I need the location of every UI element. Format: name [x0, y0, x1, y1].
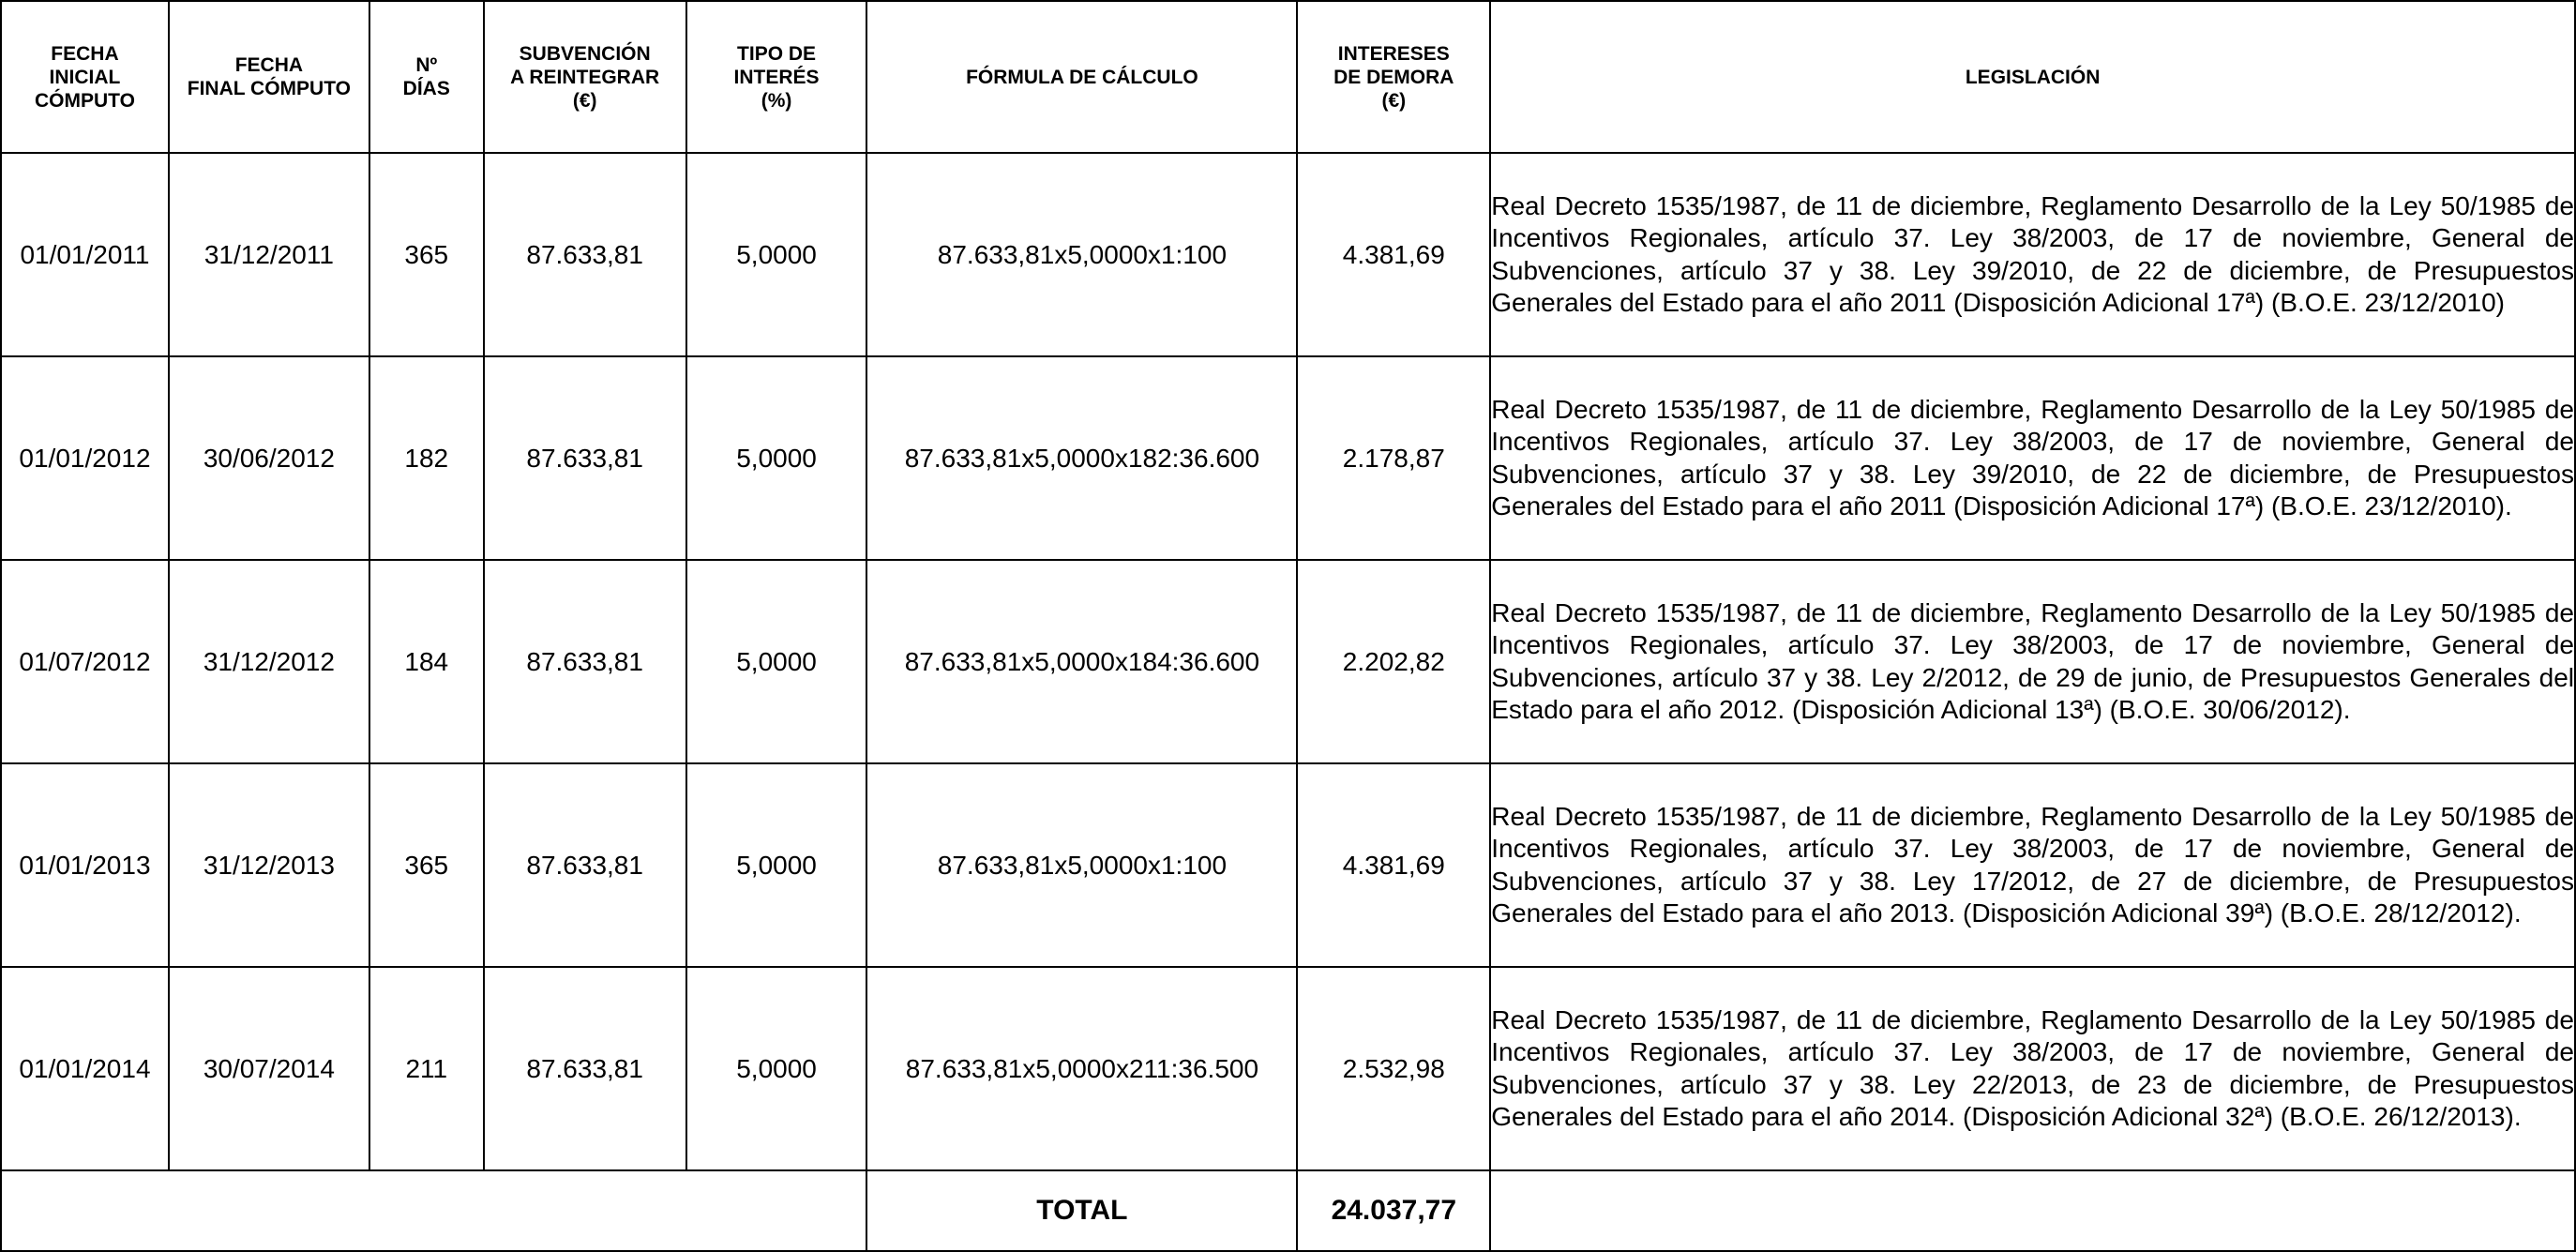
cell-formula: 87.633,81x5,0000x1:100	[866, 153, 1297, 356]
cell-fecha-final: 31/12/2012	[169, 560, 369, 763]
header-row	[1, 1, 2575, 153]
cell-dias: 365	[369, 153, 484, 356]
cell-tipo-interes: 5,0000	[686, 153, 867, 356]
cell-fecha-inicial: 01/07/2012	[1, 560, 169, 763]
cell-fecha-inicial: 01/01/2014	[1, 967, 169, 1170]
cell-formula: 87.633,81x5,0000x211:36.500	[866, 967, 1297, 1170]
cell-fecha-final: 31/12/2011	[169, 153, 369, 356]
cell-formula: 87.633,81x5,0000x1:100	[866, 763, 1297, 967]
total-value: 24.037,77	[1297, 1170, 1490, 1251]
table-row	[1, 763, 2575, 967]
cell-fecha-final: 31/12/2013	[169, 763, 369, 967]
header-fecha-final: FECHA FINAL CÓMPUTO	[169, 1, 369, 153]
cell-legislacion: Real Decreto 1535/1987, de 11 de diciembre, Reglamento Desarrollo de la Ley 50/1985 de Incentivos Regionales, artículo 37. Ley 38/2003, de 17 de noviembre, General de Subvenciones, artículo 37 y 38. Ley 22/2013, de 23 de diciembre, de Presupuestos Generales del Estado para el año 2014. (Disposición Adicional 32ª) (B.O.E. 26/12/2013).	[1490, 967, 2575, 1170]
cell-intereses: 2.202,82	[1297, 560, 1490, 763]
cell-subvencion: 87.633,81	[484, 356, 686, 560]
cell-subvencion: 87.633,81	[484, 763, 686, 967]
header-formula: FÓRMULA DE CÁLCULO	[866, 1, 1297, 153]
cell-subvencion: 87.633,81	[484, 967, 686, 1170]
total-spacer	[1, 1170, 866, 1251]
cell-fecha-inicial: 01/01/2012	[1, 356, 169, 560]
header-intereses: INTERESES DE DEMORA (€)	[1297, 1, 1490, 153]
cell-dias: 211	[369, 967, 484, 1170]
table-row	[1, 967, 2575, 1170]
header-fecha-inicial: FECHA INICIAL CÓMPUTO	[1, 1, 169, 153]
cell-fecha-final: 30/07/2014	[169, 967, 369, 1170]
cell-formula: 87.633,81x5,0000x184:36.600	[866, 560, 1297, 763]
header-dias: Nº DÍAS	[369, 1, 484, 153]
total-spacer-right	[1490, 1170, 2575, 1251]
total-row	[1, 1170, 2575, 1251]
total-label: TOTAL	[866, 1170, 1297, 1251]
cell-fecha-final: 30/06/2012	[169, 356, 369, 560]
table-row	[1, 356, 2575, 560]
cell-intereses: 4.381,69	[1297, 763, 1490, 967]
cell-subvencion: 87.633,81	[484, 153, 686, 356]
cell-dias: 182	[369, 356, 484, 560]
cell-intereses: 2.178,87	[1297, 356, 1490, 560]
cell-legislacion: Real Decreto 1535/1987, de 11 de diciembre, Reglamento Desarrollo de la Ley 50/1985 de Incentivos Regionales, artículo 37. Ley 38/2003, de 17 de noviembre, General de Subvenciones, artículo 37 y 38. Ley 39/2010, de 22 de diciembre, de Presupuestos Generales del Estado para el año 2011 (Disposición Adicional 17ª) (B.O.E. 23/12/2010).	[1490, 356, 2575, 560]
cell-intereses: 4.381,69	[1297, 153, 1490, 356]
cell-dias: 365	[369, 763, 484, 967]
table-row	[1, 153, 2575, 356]
table-row	[1, 560, 2575, 763]
cell-formula: 87.633,81x5,0000x182:36.600	[866, 356, 1297, 560]
cell-tipo-interes: 5,0000	[686, 763, 867, 967]
cell-legislacion: Real Decreto 1535/1987, de 11 de diciembre, Reglamento Desarrollo de la Ley 50/1985 de Incentivos Regionales, artículo 37. Ley 38/2003, de 17 de noviembre, General de Subvenciones, artículo 37 y 38. Ley 39/2010, de 22 de diciembre, de Presupuestos Generales del Estado para el año 2011 (Disposición Adicional 17ª) (B.O.E. 23/12/2010)	[1490, 153, 2575, 356]
cell-intereses: 2.532,98	[1297, 967, 1490, 1170]
cell-fecha-inicial: 01/01/2011	[1, 153, 169, 356]
header-tipo-interes: TIPO DE INTERÉS (%)	[686, 1, 867, 153]
cell-subvencion: 87.633,81	[484, 560, 686, 763]
cell-fecha-inicial: 01/01/2013	[1, 763, 169, 967]
header-legislacion: LEGISLACIÓN	[1490, 1, 2575, 153]
cell-tipo-interes: 5,0000	[686, 967, 867, 1170]
cell-legislacion: Real Decreto 1535/1987, de 11 de diciembre, Reglamento Desarrollo de la Ley 50/1985 de Incentivos Regionales, artículo 37. Ley 38/2003, de 17 de noviembre, General de Subvenciones, artículo 37 y 38. Ley 17/2012, de 27 de diciembre, de Presupuestos Generales del Estado para el año 2013. (Disposición Adicional 39ª) (B.O.E. 28/12/2012).	[1490, 763, 2575, 967]
cell-dias: 184	[369, 560, 484, 763]
cell-legislacion: Real Decreto 1535/1987, de 11 de diciembre, Reglamento Desarrollo de la Ley 50/1985 de Incentivos Regionales, artículo 37. Ley 38/2003, de 17 de noviembre, General de Subvenciones, artículo 37 y 38. Ley 2/2012, de 29 de junio, de Presupuestos Generales del Estado para el año 2012. (Disposición Adicional 13ª) (B.O.E. 30/06/2012).	[1490, 560, 2575, 763]
cell-tipo-interes: 5,0000	[686, 356, 867, 560]
cell-tipo-interes: 5,0000	[686, 560, 867, 763]
header-subvencion: SUBVENCIÓN A REINTEGRAR (€)	[484, 1, 686, 153]
